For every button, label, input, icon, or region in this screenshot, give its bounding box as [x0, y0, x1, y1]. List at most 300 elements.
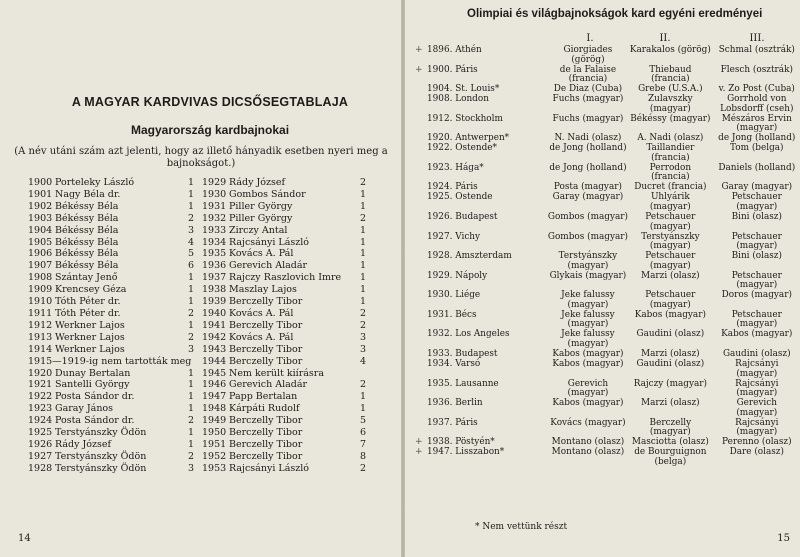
- pencil-mark: +: [415, 447, 423, 458]
- first-place: Jeke falussy (magyar): [561, 309, 615, 330]
- champion-year: 1926: [28, 438, 53, 450]
- event-name: 1908. London: [427, 94, 489, 105]
- title-count: 1: [187, 272, 194, 284]
- champion-name: Posta Sándor dr.: [55, 391, 135, 403]
- title-count: 1: [187, 200, 194, 212]
- title-count: 2: [187, 450, 194, 462]
- pencil-mark: +: [415, 45, 423, 55]
- title-count: 4: [187, 236, 194, 248]
- champion-row: [202, 248, 366, 260]
- champion-year: 1936: [202, 260, 227, 272]
- champion-name: Garay János: [55, 403, 114, 415]
- third-place: Rajcsányi (magyar): [735, 378, 779, 399]
- champion-year: 1929: [202, 177, 227, 188]
- champion-row: [202, 284, 366, 296]
- page-title: A MAGYAR KARDVIVAS DICSŐSEGTABLAJA: [71, 95, 349, 109]
- title-count: 5: [187, 248, 194, 260]
- champion-name: Papp Bertalan: [229, 391, 298, 403]
- champion-row: [202, 296, 366, 308]
- champion-name: Santelli György: [55, 379, 130, 391]
- title-count: 1: [359, 403, 366, 415]
- champion-row: [202, 320, 366, 332]
- title-count: 2: [187, 415, 194, 427]
- champion-year: 1912: [28, 319, 53, 331]
- champion-name: Posta Sándor dr.: [55, 415, 135, 427]
- second-place: Ducret (francia): [634, 182, 707, 193]
- result-row: [423, 330, 798, 349]
- result-row: [423, 311, 798, 330]
- champion-row: [28, 201, 194, 213]
- first-place: Giorgiades (görög): [563, 45, 613, 65]
- title-count: 2: [187, 307, 194, 319]
- second-place: Masciotta (olasz): [631, 437, 709, 448]
- champion-name: Rajcsányi László: [229, 236, 309, 248]
- page-number-left: 14: [18, 533, 31, 544]
- title-count: 3: [359, 331, 366, 343]
- champion-year: 1925: [28, 427, 53, 439]
- title-count: 1: [359, 224, 366, 236]
- third-place: Dare (olasz): [729, 447, 784, 458]
- third-place: Petschauer (magyar): [731, 270, 782, 291]
- champion-year: 1924: [28, 415, 53, 427]
- champion-name: Kovács A. Pál: [229, 307, 294, 319]
- champion-year: 1904: [28, 224, 53, 236]
- title-count: 2: [359, 212, 366, 224]
- third-place: Garay (magyar): [721, 182, 793, 193]
- title-count: 1: [187, 367, 194, 379]
- champion-year: 1923: [28, 403, 53, 415]
- results-title: Olimpiai és világbajnokságok kard egyéni eredményei: [467, 8, 763, 20]
- third-place: Petschauer (magyar): [731, 309, 782, 330]
- champion-year: 1906: [28, 248, 53, 260]
- event-name: 1931. Bécs: [427, 309, 477, 320]
- champion-year: 1932: [202, 212, 227, 224]
- first-place: Jeke falussy (magyar): [561, 329, 615, 350]
- title-count: 1: [187, 319, 194, 331]
- champion-name: Terstyánszky Ödön: [55, 427, 147, 439]
- first-place: Montano (olasz): [551, 437, 625, 448]
- third-place: v. Zo Post (Cuba): [718, 84, 795, 95]
- third-place: Bini (olasz): [731, 212, 782, 222]
- champion-name: Békéssy Béla: [55, 212, 119, 224]
- champion-name: Berczelly Tibor: [229, 427, 303, 439]
- event-name: 1924. Páris: [427, 182, 478, 193]
- champion-row: [28, 308, 194, 320]
- champions-list-left: [28, 177, 194, 475]
- title-count: 2: [359, 379, 366, 391]
- third-place: Bini (olasz): [731, 251, 782, 262]
- result-row: [423, 164, 798, 183]
- champion-year: 1921: [28, 379, 53, 391]
- champion-name: Porteleky László: [55, 177, 135, 188]
- champion-year: 1930: [202, 188, 227, 200]
- page-number-right: 15: [777, 533, 790, 544]
- champion-name: Berczelly Tibor: [229, 319, 303, 331]
- champion-year: 1908: [28, 272, 53, 284]
- result-row: [423, 233, 798, 252]
- champion-name: Dunay Bertalan: [55, 367, 131, 379]
- champion-name: Kovács A. Pál: [229, 248, 294, 260]
- champion-name: Maszlay Lajos: [229, 284, 297, 296]
- champion-year: 1928: [28, 462, 53, 474]
- second-place: Berczelly (magyar): [649, 417, 692, 438]
- champion-row: [202, 356, 366, 368]
- champion-year: 1907: [28, 260, 53, 272]
- champion-name: Kovács A. Pál: [229, 331, 294, 343]
- second-place: Marzi (olasz): [641, 349, 700, 360]
- title-count: 1: [359, 272, 366, 284]
- champion-name: Szántay Jenő: [55, 272, 118, 284]
- champion-year: 1937: [202, 272, 227, 284]
- first-place: Gombos (magyar): [547, 212, 628, 222]
- event-name: 1922. Ostende*: [427, 143, 497, 154]
- result-row: [423, 399, 798, 418]
- champion-row: [202, 451, 366, 463]
- champion-name: Berczelly Tibor: [229, 355, 303, 367]
- title-count: 3: [359, 343, 366, 355]
- third-place: Petschauer (magyar): [731, 231, 782, 252]
- champion-name: Piller György: [229, 212, 293, 224]
- first-place: De Diaz (Cuba): [553, 84, 623, 95]
- second-place: Petschauer (magyar): [645, 290, 696, 310]
- event-name: 1947. Lisszabon*: [427, 447, 505, 458]
- first-place: de la Falaise (francia): [559, 64, 617, 85]
- explanatory-note: (A név utáni szám azt jelenti, hogy az illető hányadik esetben nyeri meg a bajnokságot.): [14, 146, 388, 169]
- champion-year: 1944: [202, 355, 227, 367]
- champion-name: Werkner Lajos: [55, 343, 125, 355]
- title-count: 1: [187, 296, 194, 308]
- title-count: 1: [187, 403, 194, 415]
- title-count: 6: [359, 427, 366, 439]
- second-place: Gaudini (olasz): [636, 359, 705, 370]
- champion-name: Rády József: [229, 177, 286, 188]
- result-row: [423, 193, 798, 212]
- footnote: * Nem vettünk részt: [475, 522, 568, 532]
- second-place: Uhlyárik (magyar): [649, 192, 691, 213]
- champion-name: Werkner Lajos: [55, 331, 125, 343]
- champion-year: 1922: [28, 391, 53, 403]
- second-place: Zulavszky (magyar): [648, 94, 693, 114]
- pencil-mark: +: [415, 64, 423, 75]
- champion-year: 1952: [202, 450, 227, 462]
- champion-name: Berczelly Tibor: [229, 415, 303, 427]
- champion-year: 1901: [28, 188, 53, 200]
- first-place: Gombos (magyar): [547, 231, 628, 242]
- champion-name: Berczelly Tibor: [229, 438, 303, 450]
- page-subtitle: Magyarország kardbajnokai: [130, 123, 290, 137]
- first-place: Jeke falussy (magyar): [561, 290, 615, 310]
- champion-row: [28, 356, 194, 368]
- result-row: [423, 144, 798, 163]
- first-place: Fuchs (magyar): [552, 113, 624, 124]
- champion-row: [28, 391, 194, 403]
- champion-year: 1905: [28, 236, 53, 248]
- event-name: 1936. Berlin: [427, 398, 483, 409]
- first-place: Fuchs (magyar): [552, 94, 624, 105]
- second-place: Marzi (olasz): [641, 398, 700, 409]
- champion-row: [202, 272, 366, 284]
- first-place: Terstyánszky (magyar): [558, 251, 618, 271]
- title-count: 4: [359, 355, 366, 367]
- event-name: 1937. Páris: [427, 417, 478, 428]
- champion-row: [202, 391, 366, 403]
- second-place: Petschauer (magyar): [645, 251, 696, 271]
- champion-row: [202, 260, 366, 272]
- champion-row: [28, 189, 194, 201]
- champion-year: 1947: [202, 391, 227, 403]
- title-count: 1: [359, 188, 366, 200]
- champion-name: Piller György: [229, 200, 293, 212]
- champion-name: Berczelly Tibor: [229, 450, 303, 462]
- title-count: [191, 356, 194, 368]
- champion-name: Békéssy Béla: [55, 200, 119, 212]
- champion-row: [28, 368, 194, 380]
- title-count: 1: [359, 200, 366, 212]
- event-name: 1930. Liége: [427, 290, 481, 301]
- champions-list-right: [202, 177, 366, 475]
- champion-row: [202, 201, 366, 213]
- third-place: Doros (magyar): [721, 290, 792, 301]
- champion-row: [202, 379, 366, 391]
- second-place: Kabos (magyar): [634, 309, 706, 320]
- right-page: [405, 0, 800, 557]
- champion-row: [28, 284, 194, 296]
- first-place: Kabos (magyar): [552, 359, 624, 370]
- champion-name: Békéssy Béla: [55, 236, 119, 248]
- champion-year: 1943: [202, 343, 227, 355]
- champion-name: Berczelly Tibor: [229, 343, 303, 355]
- column-header-third: III.: [749, 33, 765, 44]
- event-name: 1926. Budapest: [427, 212, 498, 222]
- champion-row: [28, 427, 194, 439]
- champion-row: [202, 237, 366, 249]
- event-name: 1920. Antwerpen*: [427, 133, 510, 144]
- champion-year: 1909: [28, 284, 53, 296]
- champion-row: [202, 368, 366, 380]
- champion-row: [28, 379, 194, 391]
- champion-year: 1953: [202, 462, 227, 474]
- second-place: Grebe (U.S.A.): [638, 84, 703, 95]
- title-count: 3: [187, 343, 194, 355]
- second-place: Gaudini (olasz): [636, 329, 705, 340]
- second-place: de Bourguignon (belga): [634, 447, 707, 467]
- champion-year: 1941: [202, 319, 227, 331]
- champion-row: [202, 225, 366, 237]
- champion-name: Kárpáti Rudolf: [229, 403, 300, 415]
- title-count: 3: [187, 462, 194, 474]
- champion-row: [202, 439, 366, 451]
- champion-year: 1933: [202, 224, 227, 236]
- title-count: 5: [359, 415, 366, 427]
- result-row: [423, 380, 798, 399]
- title-count: [352, 368, 366, 380]
- champion-row: [202, 177, 366, 189]
- champion-name: Gerevich Aladár: [229, 260, 308, 272]
- third-place: Gorrhold von Lobsdorff (cseh): [720, 94, 794, 114]
- champion-name: Nagy Béla dr.: [55, 188, 121, 200]
- event-name: 1896. Athén: [427, 45, 482, 55]
- champion-row: [202, 463, 366, 475]
- title-count: 1: [187, 438, 194, 450]
- event-name: 1927. Vichy: [427, 231, 481, 242]
- champion-row: [28, 451, 194, 463]
- second-place: Marzi (olasz): [641, 270, 700, 281]
- champion-row: [28, 225, 194, 237]
- champion-name: Tóth Péter dr.: [55, 307, 121, 319]
- result-row: [423, 291, 798, 310]
- champion-row: [28, 463, 194, 475]
- third-place: Flesch (osztrák): [720, 64, 793, 75]
- champion-year: 1942: [202, 331, 227, 343]
- champion-row: [202, 415, 366, 427]
- title-count: 1: [359, 284, 366, 296]
- third-place: Gaudini (olasz): [722, 349, 791, 360]
- third-place: Schmal (osztrák): [718, 45, 795, 55]
- champion-year: 1950: [202, 427, 227, 439]
- champion-row: [28, 272, 194, 284]
- event-name: 1932. Los Angeles: [427, 329, 510, 340]
- champion-row: [202, 308, 366, 320]
- event-name: 1934. Varsó: [427, 359, 481, 370]
- result-row: [423, 252, 798, 271]
- champion-name: Tóth Péter dr.: [55, 296, 121, 308]
- first-place: Kabos (magyar): [552, 349, 624, 360]
- third-place: Daniels (holland): [718, 162, 796, 173]
- event-name: 1933. Budapest: [427, 349, 498, 360]
- event-name: 1923. Hága*: [427, 162, 484, 173]
- champion-name: Nem került kiírásra: [229, 367, 324, 379]
- champion-name: 1915—1919-ig nem tartották meg: [28, 355, 192, 367]
- third-place: Rajcsányi (magyar): [735, 359, 779, 379]
- result-row: [423, 95, 798, 114]
- champion-name: Zirczy Antal: [229, 224, 288, 236]
- second-place: A. Nadi (olasz): [637, 133, 704, 144]
- second-place: Karakalos (görög): [629, 45, 711, 55]
- champion-name: Békéssy Béla: [55, 248, 119, 260]
- champion-year: 1910: [28, 296, 53, 308]
- title-count: 1: [187, 177, 194, 188]
- champion-row: [28, 177, 194, 189]
- title-count: 1: [359, 391, 366, 403]
- champion-name: Békéssy Béla: [55, 224, 119, 236]
- title-count: 1: [187, 284, 194, 296]
- champion-row: [202, 332, 366, 344]
- result-row: [415, 45, 798, 65]
- champion-row: [202, 403, 366, 415]
- champion-year: 1914: [28, 343, 53, 355]
- event-name: 1935. Lausanne: [427, 378, 499, 389]
- champion-row: [202, 427, 366, 439]
- second-place: Petschauer (magyar): [645, 212, 696, 232]
- title-count: 2: [187, 331, 194, 343]
- third-place: Mészáros Ervin (magyar): [721, 113, 792, 134]
- champion-row: [202, 213, 366, 225]
- event-name: 1912. Stockholm: [427, 113, 503, 124]
- champion-name: Gombos Sándor: [229, 188, 306, 200]
- champion-row: [28, 439, 194, 451]
- second-place: Terstyánszky (magyar): [641, 231, 700, 252]
- champion-row: [28, 320, 194, 332]
- event-name: 1900. Páris: [427, 64, 478, 75]
- champion-name: Terstyánszky Ödön: [55, 462, 147, 474]
- third-place: Perenno (olasz): [722, 437, 792, 448]
- champion-name: Krencsey Géza: [55, 284, 127, 296]
- second-place: Rajczy (magyar): [633, 378, 707, 389]
- third-place: Kabos (magyar): [721, 329, 793, 340]
- event-name: 1925. Ostende: [427, 192, 493, 203]
- title-count: 1: [187, 427, 194, 439]
- third-place: Gerevich (magyar): [736, 398, 778, 418]
- title-count: 1: [359, 296, 366, 308]
- champion-year: 1951: [202, 438, 227, 450]
- champion-name: Rády József: [55, 438, 112, 450]
- result-row: [423, 272, 798, 291]
- column-header-first: I.: [586, 33, 594, 44]
- champion-row: [202, 344, 366, 356]
- champion-year: 1935: [202, 248, 227, 260]
- third-place: Petschauer (magyar): [731, 192, 782, 213]
- champion-name: Rajczy Raszlovich Imre: [229, 272, 342, 284]
- title-count: 2: [359, 462, 366, 474]
- first-place: Posta (magyar): [553, 182, 622, 193]
- result-row: [423, 115, 798, 134]
- column-header-second: II.: [659, 33, 671, 44]
- champion-year: 1940: [202, 307, 227, 319]
- champion-row: [28, 332, 194, 344]
- first-place: de Jong (holland): [549, 162, 627, 173]
- champion-year: 1927: [28, 450, 53, 462]
- champion-year: 1931: [202, 200, 227, 212]
- result-row: [423, 213, 798, 232]
- first-place: N. Nadi (olasz): [554, 133, 622, 144]
- event-name: 1904. St. Louis*: [427, 84, 500, 95]
- champion-name: Werkner Lajos: [55, 319, 125, 331]
- champion-year: 1948: [202, 403, 227, 415]
- first-place: Glykais (magyar): [549, 270, 627, 281]
- title-count: 2: [359, 319, 366, 331]
- first-place: Kovács (magyar): [550, 417, 626, 428]
- first-place: de Jong (holland): [549, 143, 627, 154]
- champion-year: 1913: [28, 331, 53, 343]
- champion-row: [28, 415, 194, 427]
- results-table: [415, 45, 798, 468]
- champion-row: [28, 344, 194, 356]
- title-count: 1: [187, 379, 194, 391]
- first-place: Gerevich (magyar): [567, 378, 609, 399]
- title-count: 8: [359, 450, 366, 462]
- title-count: 3: [187, 224, 194, 236]
- champion-row: [28, 260, 194, 272]
- champion-name: Békéssy Béla: [55, 260, 119, 272]
- first-place: Montano (olasz): [551, 447, 625, 458]
- pencil-mark: +: [415, 437, 423, 448]
- title-count: 1: [359, 236, 366, 248]
- champion-row: [28, 403, 194, 415]
- first-place: Kabos (magyar): [552, 398, 624, 409]
- second-place: Perrodon (francia): [649, 162, 692, 183]
- champion-name: Gerevich Aladár: [229, 379, 308, 391]
- champion-year: 1945: [202, 367, 227, 379]
- event-name: 1928. Amszterdam: [427, 251, 512, 262]
- title-count: 1: [359, 248, 366, 260]
- title-count: 6: [187, 260, 194, 272]
- first-place: Garay (magyar): [552, 192, 624, 203]
- event-name: 1929. Nápoly: [427, 270, 488, 281]
- event-name: 1938. Pöstyén*: [427, 437, 495, 448]
- champion-row: [202, 189, 366, 201]
- champion-year: 1938: [202, 284, 227, 296]
- title-count: 1: [187, 391, 194, 403]
